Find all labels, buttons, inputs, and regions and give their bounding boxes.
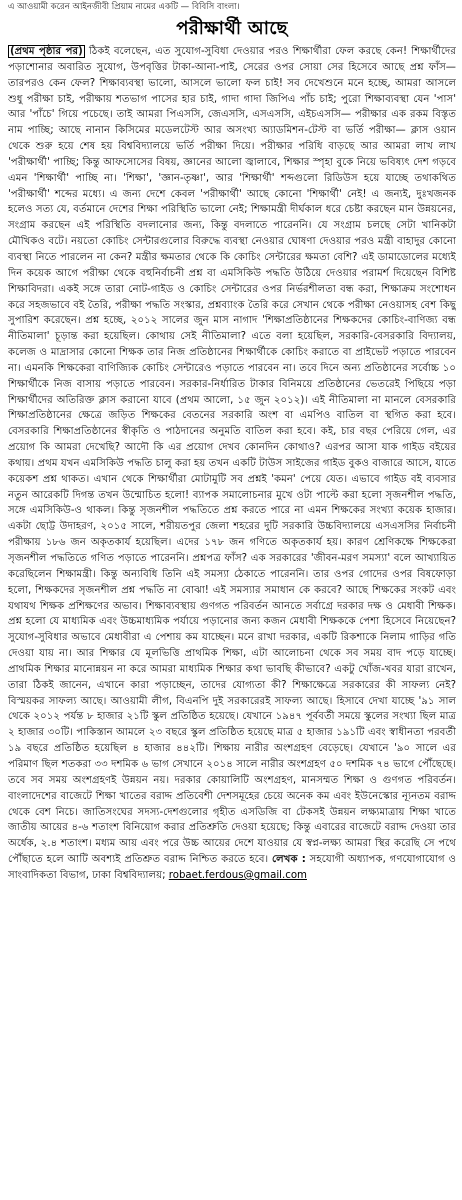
continued-from-front-label: (প্রথম পৃষ্ঠার পর) — [10, 46, 83, 57]
article-paragraph — [8, 44, 456, 884]
author-email[interactable]: robaet.ferdous@gmail.com — [168, 869, 307, 881]
article-headline: পরীক্ষার্থী আছে — [176, 18, 288, 39]
author-label: লেখক : — [272, 854, 306, 866]
article-text: ঠিকই বলেছেন, এত সুযোগ-সুবিধা দেওয়ার পরও শিক্ষার্থীরা ফেল করছে কেন! শিক্ষার্থীদের পড়াশোনার অবারিত সুযোগ, উপবৃত্তির টাকা-আনা-পাই, সেরের ওপর সোয়া সের হিসেবে আছে প্রশ্ন ফাঁস— তারপরও কেন ফেল? শিক্ষাব্যবস্থা ভালো, আসলে ভালো ফল চাই! সব দেখেশুনে মনে হচ্ছে, আমরা আসলে শুধু পরীক্ষা চাই, পরীক্ষায় শতভাগ পাসের হার চাই, গাদা গাদা জিপিএ পাঁচ চাই; পুরো শিক্ষাব্যবস্থা যেন 'পাস' আর 'পাঁচে' গিয়ে পচেছে। তাই আমরা পিএসসি, জেএসসি, এসএসসি, এইচএসসি— পরীক্ষার এক রকম বিস্তৃত নাম পাচ্ছি; আছে নানান কিসিমের মডেলটেস্ট আর অসংখ্য অ্যাডমিশন-টেস্ট বা ভর্তি পরীক্ষা— ক্লাস ওয়ান থেকে শুরু হয়ে শেষ হয় বিশ্ববিদ্যালয়ে ভর্তি পরীক্ষা দিয়ে। পরীক্ষার পরিধি বাড়ছে আর আমরা লাখ লাখ 'পরীক্ষার্থী' পাচ্ছি; কিন্তু আফসোসের বিষয়, জ্ঞানের আলো জ্বালাবে, শিক্ষার স্পৃহা বুকে নিয়ে ভবিষ্যৎ দেশ গড়বে এমন 'শিক্ষার্থী' পাচ্ছি না। 'শিক্ষা', 'জ্ঞান-তৃষ্ণা', আর 'শিক্ষার্থী' শব্দগুলো রিডিউস হয়ে যাচ্ছে তথাকথিত 'পরীক্ষার্থী' শব্দের মধ্যে। এ জন্য দেশে কেবল 'পরীক্ষার্থী' আছে কোনো 'শিক্ষার্থী' নেই! এ জন্যই, দুঃখজনক হলেও সত্য যে, বর্তমানে দেশের শিক্ষা পরিস্থিতি ভালো নেই; শিক্ষামন্ত্রী দীর্ঘকাল ধরে চেষ্টা করছেন মান উন্নয়নের, সংগ্রাম করছেন এই পরিস্থিতি বদলানোর জন্য, কিন্তু বদলাতে পারেননি। যে সংগ্রাম চলছে সেটা খানিকটা মৌখিকও বটে। নয়তো কোচিং সেন্টারগুলোর বিরুদ্ধে ব্যবস্থা নেওয়ার ঘোষণা দেওয়ার পরও মন্ত্রী বাহাদুর কোনো ব্যবস্থা নিতে পারলেন না কেন? মন্ত্রীর ক্ষমতার থেকে কি কোচিং সেন্টারের ক্ষমতা বেশি? এই ডামাডোলের মধ্যেই দিন কয়েক আগে পরীক্ষা থেকে বহুনির্বাচনী প্রশ্ন বা এমসিকিউ পদ্ধতি উঠিয়ে দেওয়ার পরামর্শ দিয়েছেন বিশিষ্ট শিক্ষাবিদরা। একই সঙ্গে তারা নোট-গাইড ও কোচিং সেন্টারের ওপর নির্ভরশীলতা বন্ধ করা, শিক্ষাক্রম সংশোধন করে সহজভাবে বই তৈরি, পরীক্ষা পদ্ধতি সংস্কার, প্রশ্নব্যাংক তৈরি করে সেখান থেকে পরীক্ষা নেওয়াসহ বেশ কিছু সুপারিশ করেছেন। প্রশ্ন হচ্ছে, ২০১২ সালের জুন মাস নাগাদ 'শিক্ষাপ্রতিষ্ঠানের শিক্ষকদের কোচিং-বাণিজ্য বন্ধ নীতিমালা' চূড়ান্ত করা হয়েছিল। কোথায় সেই নীতিমালা? এতে বলা হয়েছিল, সরকারি-বেসরকারি বিদ্যালয়, কলেজ ও মাদ্রাসার কোনো শিক্ষক তার নিজ প্রতিষ্ঠানের শিক্ষার্থীকে কোচিং করাতে বা প্রাইভেট পড়াতে পারবেন না। এমনকি শিক্ষকেরা বাণিজ্যিক কোচিং সেন্টারেও পড়াতে পারবেন না। তবে দিনে অন্য প্রতিষ্ঠানের সর্বোচ্চ ১০ শিক্ষার্থীকে নিজ বাসায় পড়াতে পারবেন। সরকার-নির্ধারিত টাকার বিনিময়ে প্রতিষ্ঠানের ভেতরেই পিছিয়ে পড়া শিক্ষার্থীদের অতিরিক্ত ক্লাস করানো যাবে (প্রথম আলো, ১৫ জুন ২০১২)। এই নীতিমালা না মানলে বেসরকারি শিক্ষাপ্রতিষ্ঠানের ক্ষেত্রে জড়িত শিক্ষকের বেতনের সরকারি অংশ বা এমপিও বাতিল বা স্থগিত করা হবে। বেসরকারি শিক্ষাপ্রতিষ্ঠানের স্বীকৃতি ও পাঠদানের অনুমতি বাতিল করা হবে। কই, চার বছর পেরিয়ে গেল, এর প্রয়োগ কি আমরা দেখেছি? আদৌ কি এর প্রয়োগ দেখব কোনদিন কোথাও? এরপর আসা যাক গাইড বইয়ের কথায়। প্রথম যখন এমসিকিউ পদ্ধতি চালু করা হয় তখন একটি টাউস সাইজের গাইড বুকও বাজারে আসে, যাতে কয়েকশ প্রশ্ন থাকত। এখান থেকে শিক্ষার্থীরা মোটামুটি সব প্রশ্নই 'কমন' পেয়ে যেত। এভাবে গাইড বই ব্যবসার নতুন আরেকটি দিগন্ত তখন উন্মোচিত হলো! ব্যাপক সমালোচনার মুখে ওটা পাল্টে করা হলো সৃজনশীল পদ্ধতি, সঙ্গে এমসিকিউ-ও থাকল। কিন্তু সৃজনশীল পদ্ধতিতে প্রশ্ন করতে পারে না এমন শিক্ষকের সংখ্যা কয়েক হাজার। একটা ছোট্ট উদাহরণ, ২০১৫ সালে, শরীয়তপুর জেলা শহরের দুটি সরকারি উচ্চবিদ্যালয়ে এসএসসির নির্বাচনী পরীক্ষায় ১৮৬ জন অকৃতকার্য হয়েছিল। এদের ১৭৮ জন গণিতে অকৃতকার্য হয়। কারণ শ্রেণিকক্ষে শিক্ষকেরা সৃজনশীল পদ্ধতিতে গণিত পড়াতে পারেননি। প্রশ্নপত্র ফাঁস? এক সরকারের 'জীবন-মরণ সমস্যা' বলে আখ্যায়িত করেছিলেন শিক্ষামন্ত্রী। কিন্তু অন্যবিধি তিনি এই সমস্যা ঠেকাতে পারেননি। তার ওপর গোদের ওপর বিষফোড়া হলো, শিক্ষকদের সৃজনশীল প্রশ্ন পদ্ধতি না বোঝা! এই সমস্যার সমাধান কে করবে? আছে শিক্ষকের সংকট এবং যথাযথ শিক্ষক প্রশিক্ষণের অভাব। শিক্ষাব্যবস্থায় গুণগত পরিবর্তন আনতে সর্বাগ্রে দরকার দক্ষ ও মেধাবী শিক্ষক। প্রশ্ন হলো যে মাধ্যমিক এবং উচ্চমাধ্যমিক পর্যায়ে পড়ানোর জন্য কজন মেধাবী শিক্ষককে পেশা হিসেবে নিয়েছেন? সুযোগ-সুবিধার অভাবে মেধাবীরা এ পেশায় কম যাচ্ছেন। মনে রাখা দরকার, একটি রিকশাকে নিলাম গাড়ির গতি দেওয়া যায় না। আর শিক্ষার যে মূলভিত্তি প্রাথমিক শিক্ষা, এটা আলোচনা থেকে সব সময় বাদ পড়ে যাচ্ছে। প্রাথমিক শিক্ষার মানোন্নয়ন না করে আমরা মাধ্যমিক শিক্ষার কথা ভাবছি কীভাবে? একটু খোঁজ-খবর যারা রাখেন, তারা ঠিকই জানেন, এখানে কারা পড়াচ্ছেন, তাদের যোগ্যতা কী? শিক্ষাক্ষেত্রে সরকারের কী সাফল্য নেই? বিস্ময়কর সাফল্য আছে। আওয়ামী লীগ, বিএনপি দুই সরকারেরই সাফল্য আছে। হিসাবে দেখা যাচ্ছে '৯১ সাল থেকে ২০১২ পর্যন্ত ৮ হাজার ২১টি স্কুল প্রতিষ্ঠিত হয়েছে। যেখানে ১৯৪৭ পূর্ববর্তী সময়ে স্কুলের সংখ্যা ছিল মাত্র ২ হাজার ৩০টি। পাকিস্তান আমলে ২৩ বছরে স্কুল প্রতিষ্ঠিত হয়েছে মাত্র ৫ হাজার ১৯১টি এবং স্বাধীনতা পরবর্তী ১৯ বছরে প্রতিষ্ঠিত হয়েছিল ৪ হাজার ৪৪২টি। শিক্ষায় নারীর অংশগ্রহণ বেড়েছে। যেখানে '৯০ সালে এর পরিমাণ ছিল শতকরা ৩৩ দশমিক ৬ ভাগ সেখানে ২০১৪ সালে নারীর অংশগ্রহণ ৫০ দশমিক ৭৪ ভাগে পৌঁছেছে। তবে সব সময় অংশগ্রহণই উন্নয়ন নয়। দরকার কোয়ালিটি অংশগ্রহণ, মানসম্মত শিক্ষা ও গুণগত পরিবর্তন। বাংলাদেশের বাজেটে শিক্ষা খাতের বরাদ্দ প্রতিবেশী দেশসমূহের চেয়ে অনেক কম এবং ইউনেস্কোর ন্যূনতম বরাদ্দ থেকে বেশ নিচে। জাতিসংঘের সদস্য-দেশগুলোর গৃহীত এসডিজি বা টেকসই উন্নয়ন লক্ষ্যমাত্রায় শিক্ষা খাতে জাতীয় আয়ের ৪-৬ শতাংশ বিনিয়োগ করার প্রতিশ্রুতি দেওয়া হয়েছে; কিন্তু এবারের বাজেটে বরাদ্দ দেওয়া তার অর্ধেক, ২.৪ শতাংশ। মধ্যম আয় এবং পরে উচ্চ আয়ের দেশে যাওয়ার যে স্বপ্ন-লক্ষ্য আমরা স্থির করেছি সে পথে পৌঁছাতে হলে আটি অবশ্যই প্রতিশ্রুত বরাদ্দ নিশ্চিত করতে হবে। — [8, 46, 456, 866]
previous-article-strip: এ আওয়ামী করেন আইনজীবী প্রিয়াম নামের একটি — বিবিসি বাংলা। — [8, 2, 240, 12]
author-affiliation: সহযোগী অধ্যাপক, গণযোগাযোগ ও সাংবাদিকতা বিভাগ, ঢাকা বিশ্ববিদ্যালয়; — [8, 854, 456, 881]
article-body — [8, 44, 456, 1200]
